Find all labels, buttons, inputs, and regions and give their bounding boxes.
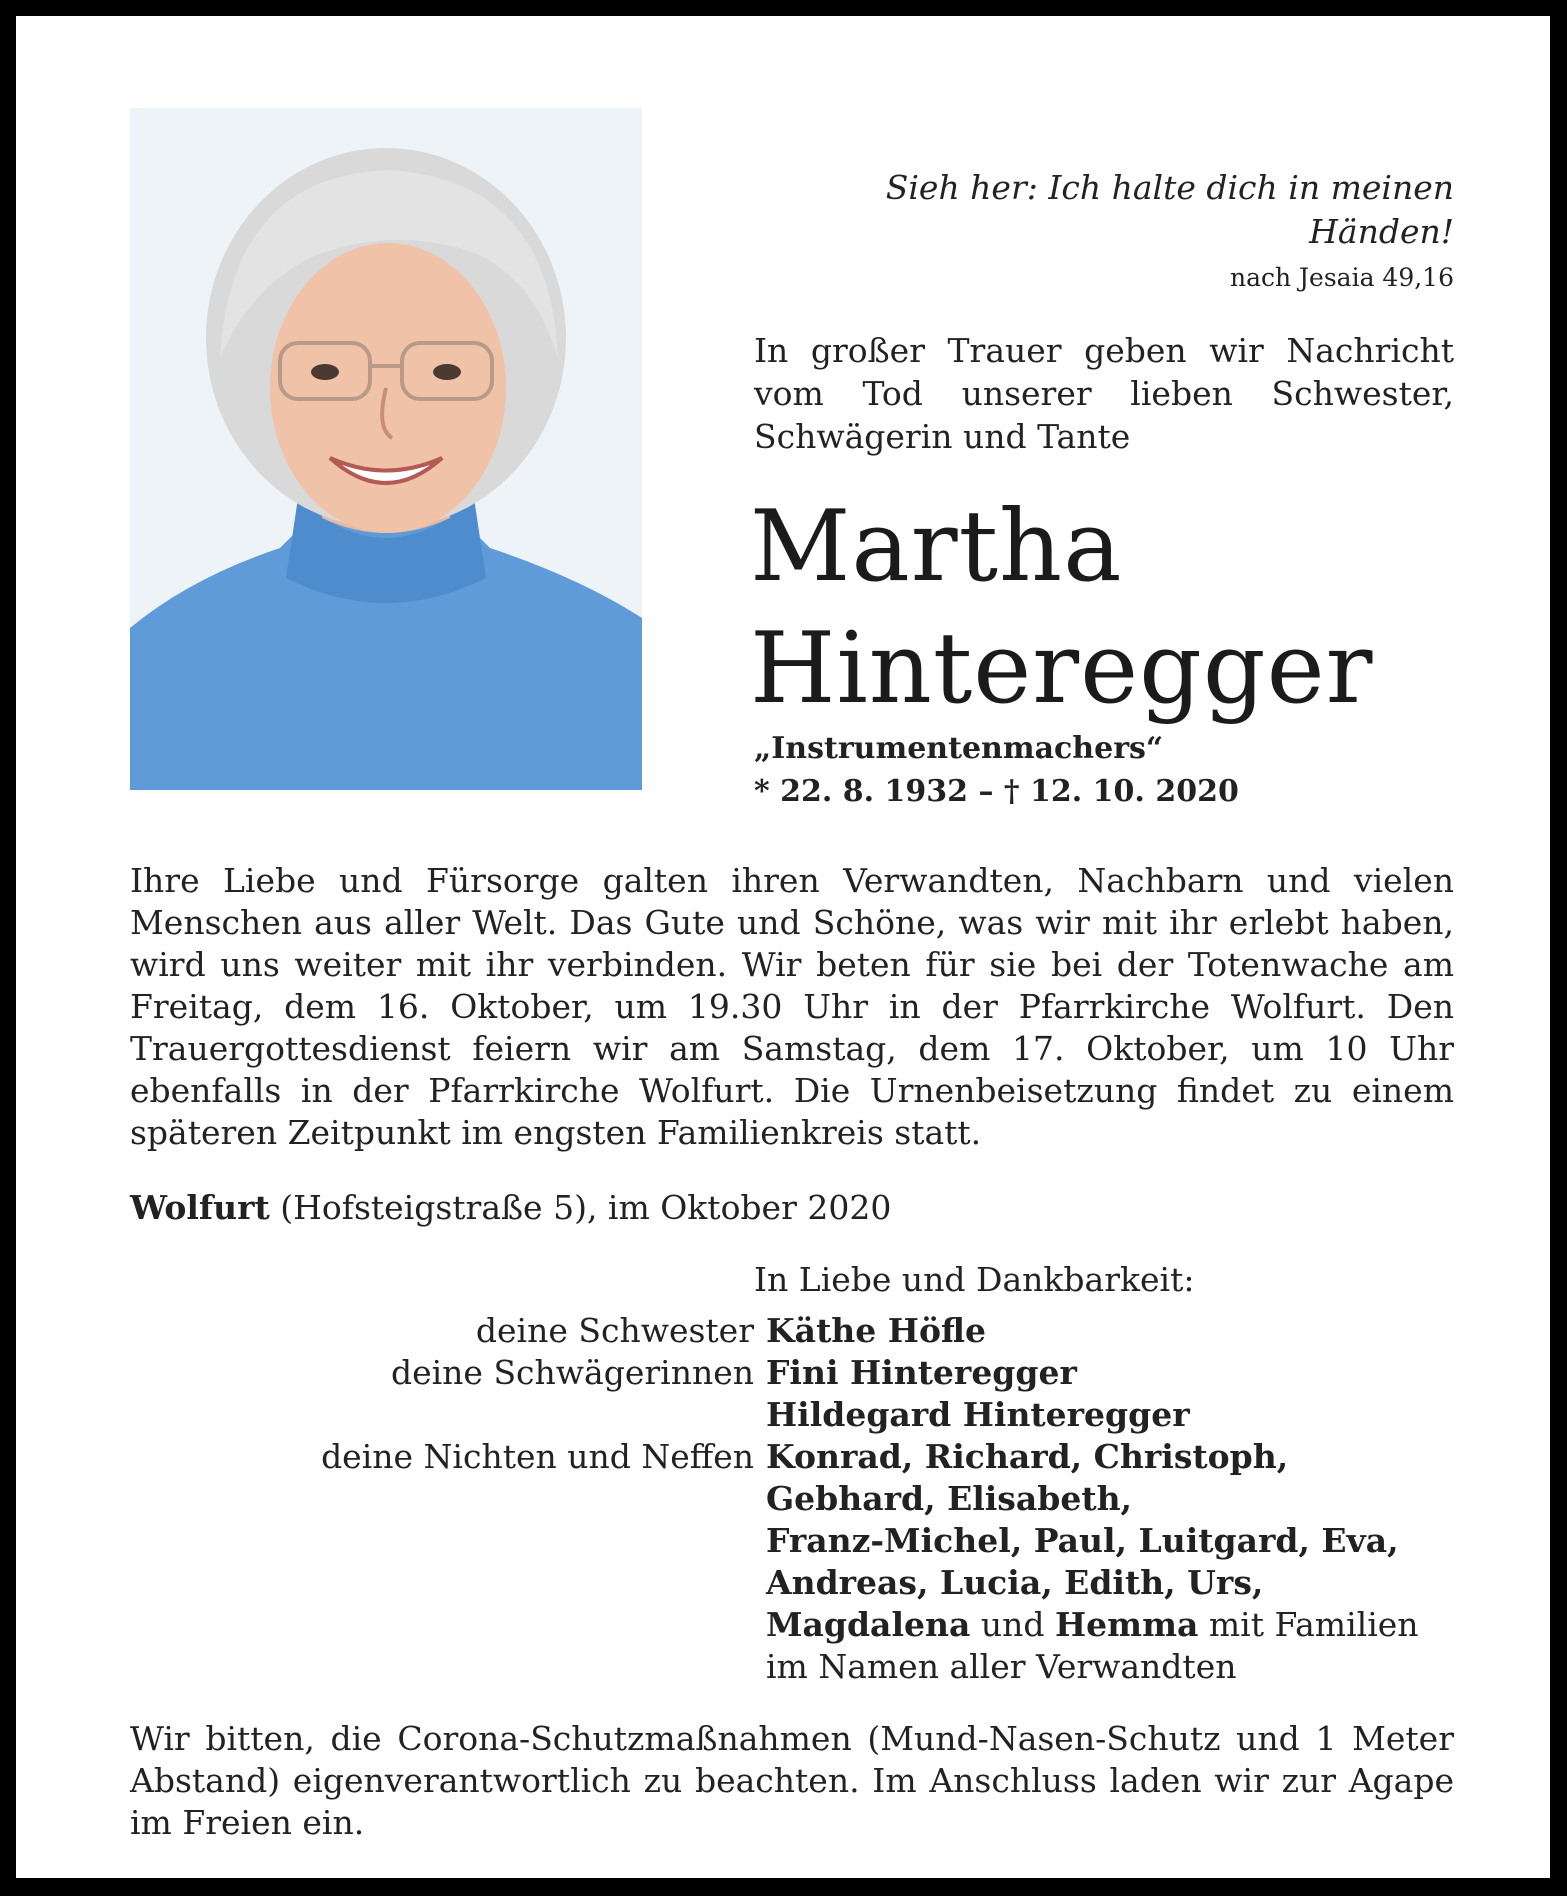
- bible-verse: [754, 166, 1454, 298]
- house-nickname: „Instrumentenmachers“: [754, 731, 1164, 766]
- relation-label: deine Nichten und Neffen: [321, 1437, 754, 1476]
- survivor-row: [130, 1352, 1454, 1436]
- survivors-list: [130, 1310, 1454, 1688]
- town-name: Wolfurt: [130, 1188, 270, 1227]
- relation-names: [754, 1310, 1454, 1352]
- verse-quote: Sieh her: Ich halte dich in meinen Händen!: [885, 168, 1454, 251]
- survivor-name: Magdalena: [766, 1605, 971, 1644]
- portrait-illustration: [130, 108, 642, 790]
- obituary-page: [16, 16, 1550, 1878]
- first-name: Martha: [750, 490, 1123, 604]
- survivor-name: Hemma: [1054, 1605, 1199, 1644]
- address-and-date: (Hofsteigstraße 5), im Oktober 2020: [269, 1188, 892, 1227]
- connector-text: und: [970, 1605, 1055, 1644]
- relation-label: deine Schwester: [475, 1311, 754, 1350]
- deceased-name: [750, 486, 1510, 730]
- survivor-name: Franz-Michel, Paul, Luitgard, Eva,: [766, 1521, 1399, 1560]
- survivor-name: Käthe Höfle: [766, 1311, 986, 1350]
- life-dates: * 22. 8. 1932 – † 12. 10. 2020: [754, 774, 1239, 809]
- survivor-name: Gebhard, Elisabeth,: [766, 1479, 1133, 1518]
- corona-notice: Wir bitten, die Corona-Schutzmaßnahmen (Mund-Nasen-Schutz und 1 Meter Abstand) eigenverantwortlich zu beachten. Im Anschluss laden wir zur Agape im Freien ein.: [130, 1719, 1454, 1842]
- survivor-row: [130, 1436, 1454, 1688]
- place-and-date: [130, 1186, 1454, 1230]
- last-name: Hinteregger: [750, 612, 1374, 726]
- survivor-name: Hildegard Hinteregger: [766, 1395, 1190, 1434]
- relation-label: deine Schwägerinnen: [390, 1353, 754, 1392]
- announcement-intro: In großer Trauer geben wir Nachricht vom Tod unserer lieben Schwester, Schwägerin und Tante: [754, 331, 1454, 456]
- connector-text: mit Familien: [1198, 1605, 1419, 1644]
- closing-line: im Namen aller Verwandten: [766, 1647, 1237, 1686]
- thanks-heading: In Liebe und Dankbarkeit:: [754, 1260, 1195, 1299]
- survivor-name: Fini Hinteregger: [766, 1353, 1077, 1392]
- survivor-name: Andreas, Lucia, Edith, Urs,: [766, 1563, 1264, 1602]
- relation-names: [754, 1436, 1454, 1688]
- survivor-name: Konrad, Richard, Christoph,: [766, 1437, 1289, 1476]
- portrait-photo: [130, 108, 642, 790]
- relation-names: [754, 1352, 1454, 1436]
- obituary-body: Ihre Liebe und Fürsorge galten ihren Verwandten, Nachbarn und vielen Menschen aus aller Welt. Das Gute und Schöne, was wir mit ihr erlebt haben, wird uns weiter mit ihr verbinden. Wir beten für sie bei der Totenwache am Freitag, dem 16. Oktober, um 19.30 Uhr in der Pfarrkirche Wolfurt. Den Trauergottesdienst feiern wir am Samstag, dem 17. Oktober, um 10 Uhr ebenfalls in der Pfarrkirche Wolfurt. Die Urnenbeisetzung findet zu einem späteren Zeitpunkt im engsten Familienkreis statt.: [130, 861, 1454, 1152]
- survivor-row: [130, 1310, 1454, 1352]
- verse-reference: nach Jesaia 49,16: [1229, 263, 1454, 292]
